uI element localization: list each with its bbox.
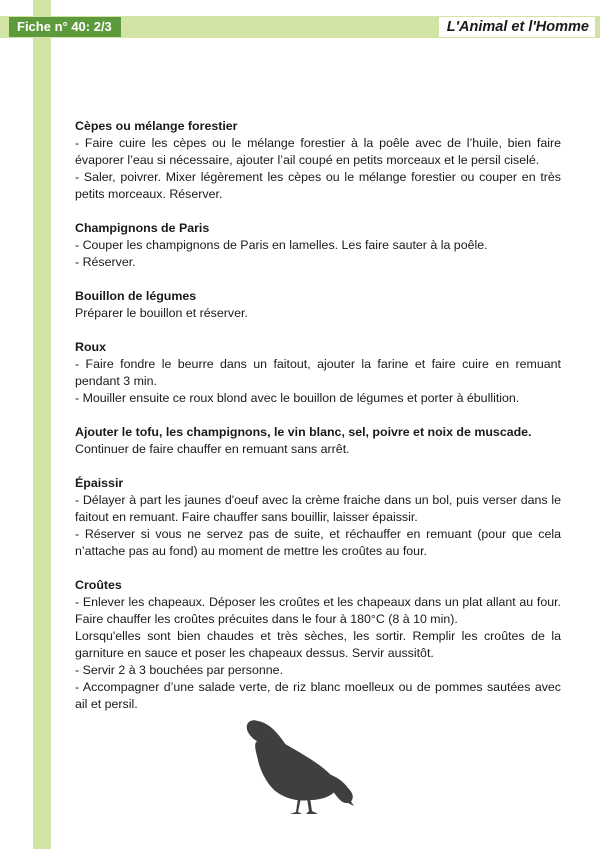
fiche-number-badge: Fiche n° 40: 2/3: [9, 17, 121, 37]
section-bouillon: [75, 288, 561, 322]
section-line: - Servir 2 à 3 bouchées par personne.: [75, 663, 284, 677]
section-line: - Mouiller ensuite ce roux blond avec le bouillon de légumes et porter à ébullition.: [75, 391, 520, 405]
section-line: Continuer de faire chauffer en remuant sans arrêt.: [75, 442, 350, 456]
section-champignons: [75, 220, 561, 271]
recipe-content: [75, 118, 561, 730]
section-title: Champignons de Paris: [75, 221, 210, 235]
section-line: Lorsqu'elles sont bien chaudes et très sèches, les sortir. Remplir les croûtes de la garniture en sauce et poser les chapeaux dessus. Servir aussitôt.: [75, 629, 561, 660]
section-epaissir: [75, 475, 561, 560]
section-title: Épaissir: [75, 476, 124, 490]
section-line: - Faire fondre le beurre dans un faitout, ajouter la farine et faire cuire en remuant pendant 3 min.: [75, 357, 561, 388]
section-ajouter: [75, 424, 561, 458]
section-line: - Saler, poivrer. Mixer légèrement les cèpes ou le mélange forestier ou couper en très petits morceaux. Réserver.: [75, 170, 561, 201]
section-title: Bouillon de légumes: [75, 289, 197, 303]
section-line: Préparer le bouillon et réserver.: [75, 306, 248, 320]
section-title: Roux: [75, 340, 106, 354]
section-title: Croûtes: [75, 578, 122, 592]
section-line: - Couper les champignons de Paris en lamelles. Les faire sauter à la poêle.: [75, 238, 488, 252]
section-line: - Réserver si vous ne servez pas de suite, et réchauffer en remuant (pour que cela n’attache pas au fond) au moment de mettre les croûtes au four.: [75, 527, 561, 558]
section-line: - Faire cuire les cèpes ou le mélange forestier à la poêle avec de l’huile, bien faire évaporer l’eau si nécessaire, ajouter l’ail coupé en petits morceaux et le persil ciselé.: [75, 136, 561, 167]
section-line: - Enlever les chapeaux. Déposer les croûtes et les chapeaux dans un plat allant au four. Faire chauffer les croûtes précuites dans le four à 180°C (8 à 10 min).: [75, 595, 561, 626]
section-cepes: [75, 118, 561, 203]
section-roux: [75, 339, 561, 407]
page-title: L'Animal et l'Homme: [439, 17, 595, 37]
section-line: - Accompagner d’une salade verte, de riz blanc moelleux ou de pommes sautées avec ail et persil.: [75, 680, 561, 711]
left-decorative-bar: [33, 0, 51, 849]
section-croutes: [75, 577, 561, 713]
section-title: Cèpes ou mélange forestier: [75, 119, 238, 133]
section-title: Ajouter le tofu, les champignons, le vin blanc, sel, poivre et noix de muscade.: [75, 425, 532, 439]
section-line: - Réserver.: [75, 255, 136, 269]
hen-silhouette-icon: [240, 716, 358, 816]
section-line: - Délayer à part les jaunes d'oeuf avec la crème fraiche dans un bol, puis verser dans le faitout en remuant. Faire chauffer sans bouillir, laisser épaissir.: [75, 493, 561, 524]
